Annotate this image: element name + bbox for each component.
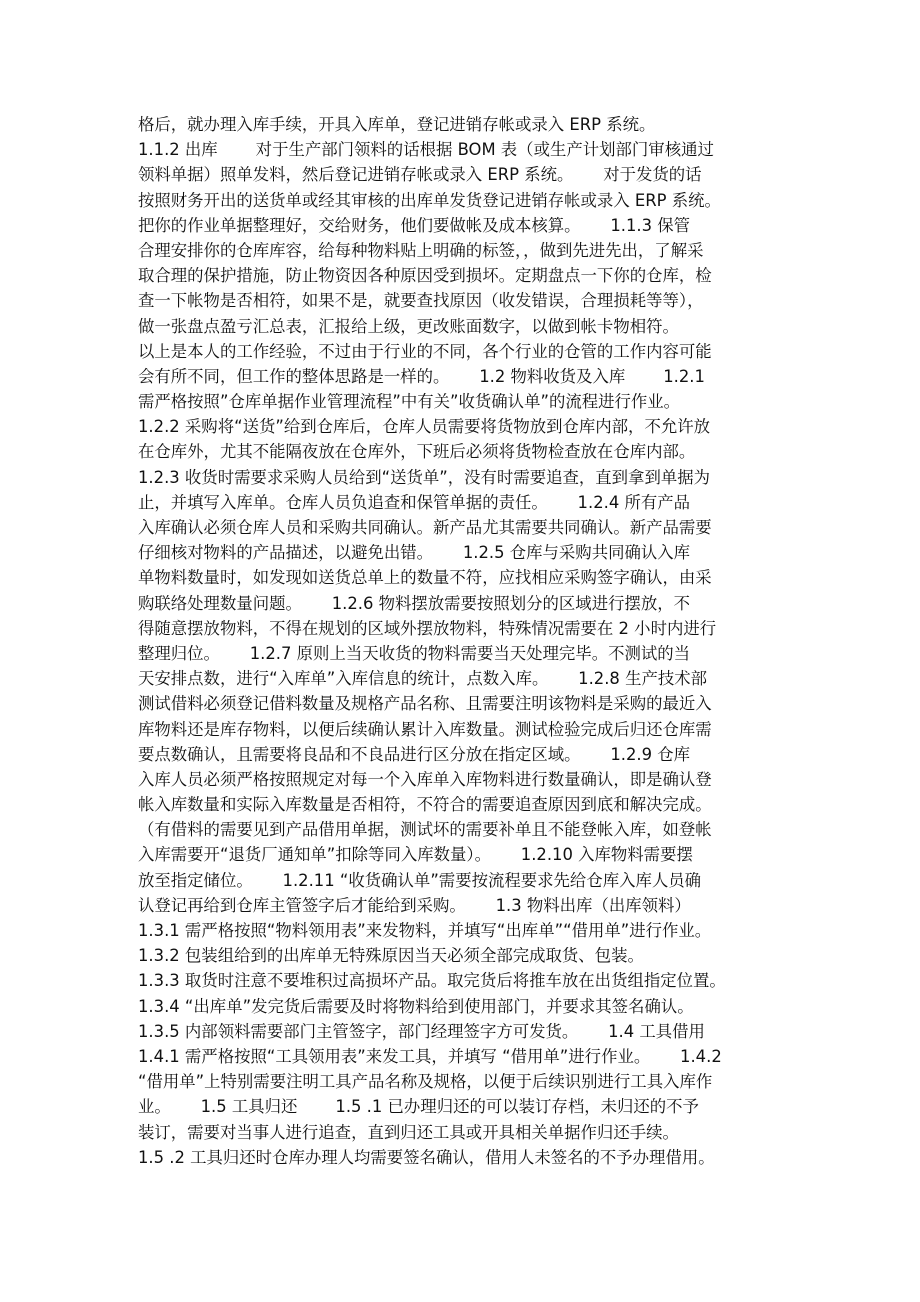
text-line: 购联络处理数量问题。 1.2.6 物料摆放需要按照划分的区域进行摆放，不: [138, 593, 691, 613]
text-line: 格后，就办理入库手续，开具入库单，登记进销存帐或录入 ERP 系统。: [138, 115, 656, 134]
text-line: （有借料的需要见到产品借用单据，测试坏的需要补单且不能登帐入库，如登帐: [138, 820, 712, 840]
text-line: 1.1.2 出库 对于生产部门领料的话根据 BOM 表（或生产计划部门审核通过: [138, 140, 714, 160]
text-line: 业。 1.5 工具归还 1.5 .1 已办理归还的可以装订存档，未归还的不予: [138, 1097, 699, 1117]
text-line: 仔细核对物料的产品描述，以避免出错。 1.2.5 仓库与采购共同确认入库: [138, 543, 691, 563]
text-line: 1.2.2 采购将“送货”给到仓库后，仓库人员需要将货物放到仓库内部，不允许放: [138, 417, 711, 437]
text-line: 帐入库数量和实际入库数量是否相符，不符合的需要追查原因到底和解决完成。: [138, 795, 712, 815]
text-line: 需严格按照”仓库单据作业管理流程”中有关”收货确认单”的流程进行作业。: [138, 392, 681, 412]
text-line: 测试借料必须登记借料数量及规格产品名称、且需要注明该物料是采购的最近入: [138, 694, 712, 714]
text-line: 要点数确认，且需要将良品和不良品进行区分放在指定区域。 1.2.9 仓库: [138, 744, 691, 764]
text-line: 1.3.2 包装组给到的出库单无特殊原因当天必须全部完成取货、包装。: [138, 946, 644, 966]
text-line: 会有所不同，但工作的整体思路是一样的。 1.2 物料收货及入库 1.2.1: [138, 366, 705, 386]
text-line: “借用单”上特别需要注明工具产品名称及规格，以便于后续识别进行工具入库作: [138, 1072, 713, 1092]
text-line: 领料单据）照单发料，然后登记进销存帐或录入 ERP 系统。 对于发货的话: [138, 165, 702, 185]
text-line: 装订，需要对当事人进行追查，直到归还工具或开具相关单据作归还手续。: [138, 1122, 679, 1142]
text-line: 入库人员必须严格按照规定对每一个入库单入库物料进行数量确认，即是确认登: [138, 769, 712, 789]
text-line: 整理归位。 1.2.7 原则上当天收货的物料需要当天处理完毕。不测试的当: [138, 643, 691, 663]
text-line: 止，并填写入库单。仓库人员负追查和保管单据的责任。 1.2.4 所有产品: [138, 492, 691, 512]
text-line: 以上是本人的工作经验，不过由于行业的不同，各个行业的仓管的工作内容可能: [138, 341, 712, 361]
text-line: 单物料数量时，如发现如送货总单上的数量不符，应找相应采购签字确认，由采: [138, 568, 712, 588]
text-line: 1.3.3 取货时注意不要堆积过高损坏产品。取完货后将推车放在出货组指定位置。: [138, 971, 726, 991]
text-line: 认登记再给到仓库主管签字后才能给到采购。 1.3 物料出库（出库领料）: [138, 895, 691, 915]
text-line: 库物料还是库存物料，以便后续确认累计入库数量。测试检验完成后归还仓库需: [138, 719, 712, 739]
text-line: 按照财务开出的送货单或经其审核的出库单发货登记进销存帐或录入 ERP 系统。: [138, 190, 721, 210]
text-line: 1.4.1 需严格按照“工具领用表”来发工具，并填写 “借用单”进行作业。 1.4.2: [138, 1046, 722, 1066]
text-line: 天安排点数，进行“入库单”入库信息的统计，点数入库。 1.2.8 生产技术部: [138, 669, 708, 689]
text-line: 得随意摆放物料，不得在规划的区域外摆放物料，特殊情况需要在 2 小时内进行: [138, 618, 717, 638]
text-line: 取合理的保护措施，防止物资因各种原因受到损坏。定期盘点一下你的仓库，检: [138, 266, 712, 286]
text-line: 在仓库外，尤其不能隔夜放在仓库外，下班后必须将货物检查放在仓库内部。: [138, 442, 696, 462]
text-line: 放至指定储位。 1.2.11 “收货确认单”需要按流程要求先给仓库入库人员确: [138, 870, 702, 890]
text-line: 1.5 .2 工具归还时仓库办理人均需要签名确认，借用人未签名的不予办理借用。: [138, 1147, 715, 1167]
text-line: 1.3.5 内部领料需要部门主管签字，部门经理签字方可发货。 1.4 工具借用: [138, 1021, 705, 1041]
document-body: [138, 112, 794, 1170]
text-line: 合理安排你的仓库库容，给每种物料贴上明确的标签，，做到先进先出，了解采: [138, 240, 704, 260]
text-line: 1.3.4 “出库单”发完货后需要及时将物料给到使用部门，并要求其签名确认。: [138, 996, 694, 1016]
text-line: 1.2.3 收货时需要求采购人员给到“送货单”，没有时需要追查，直到拿到单据为: [138, 467, 711, 487]
text-line: 查一下帐物是否相符，如果不是，就要查找原因（收发错误，合理损耗等等），: [138, 291, 704, 311]
text-line: 做一张盘点盈亏汇总表，汇报给上级，更改账面数字，以做到帐卡物相符。: [138, 316, 679, 336]
text-line: 入库确认必须仓库人员和采购共同确认。新产品尤其需要共同确认。新产品需要: [138, 518, 712, 537]
text-line: 把你的作业单据整理好，交给财务，他们要做帐及成本核算。 1.1.3 保管: [138, 215, 691, 235]
text-line: 入库需要开“退货厂通知单”扣除等同入库数量）。 1.2.10 入库物料需要摆: [138, 845, 693, 865]
text-line: 1.3.1 需严格按照“物料领用表”来发物料，并填写“出库单”“借用单”进行作业。: [138, 921, 712, 940]
